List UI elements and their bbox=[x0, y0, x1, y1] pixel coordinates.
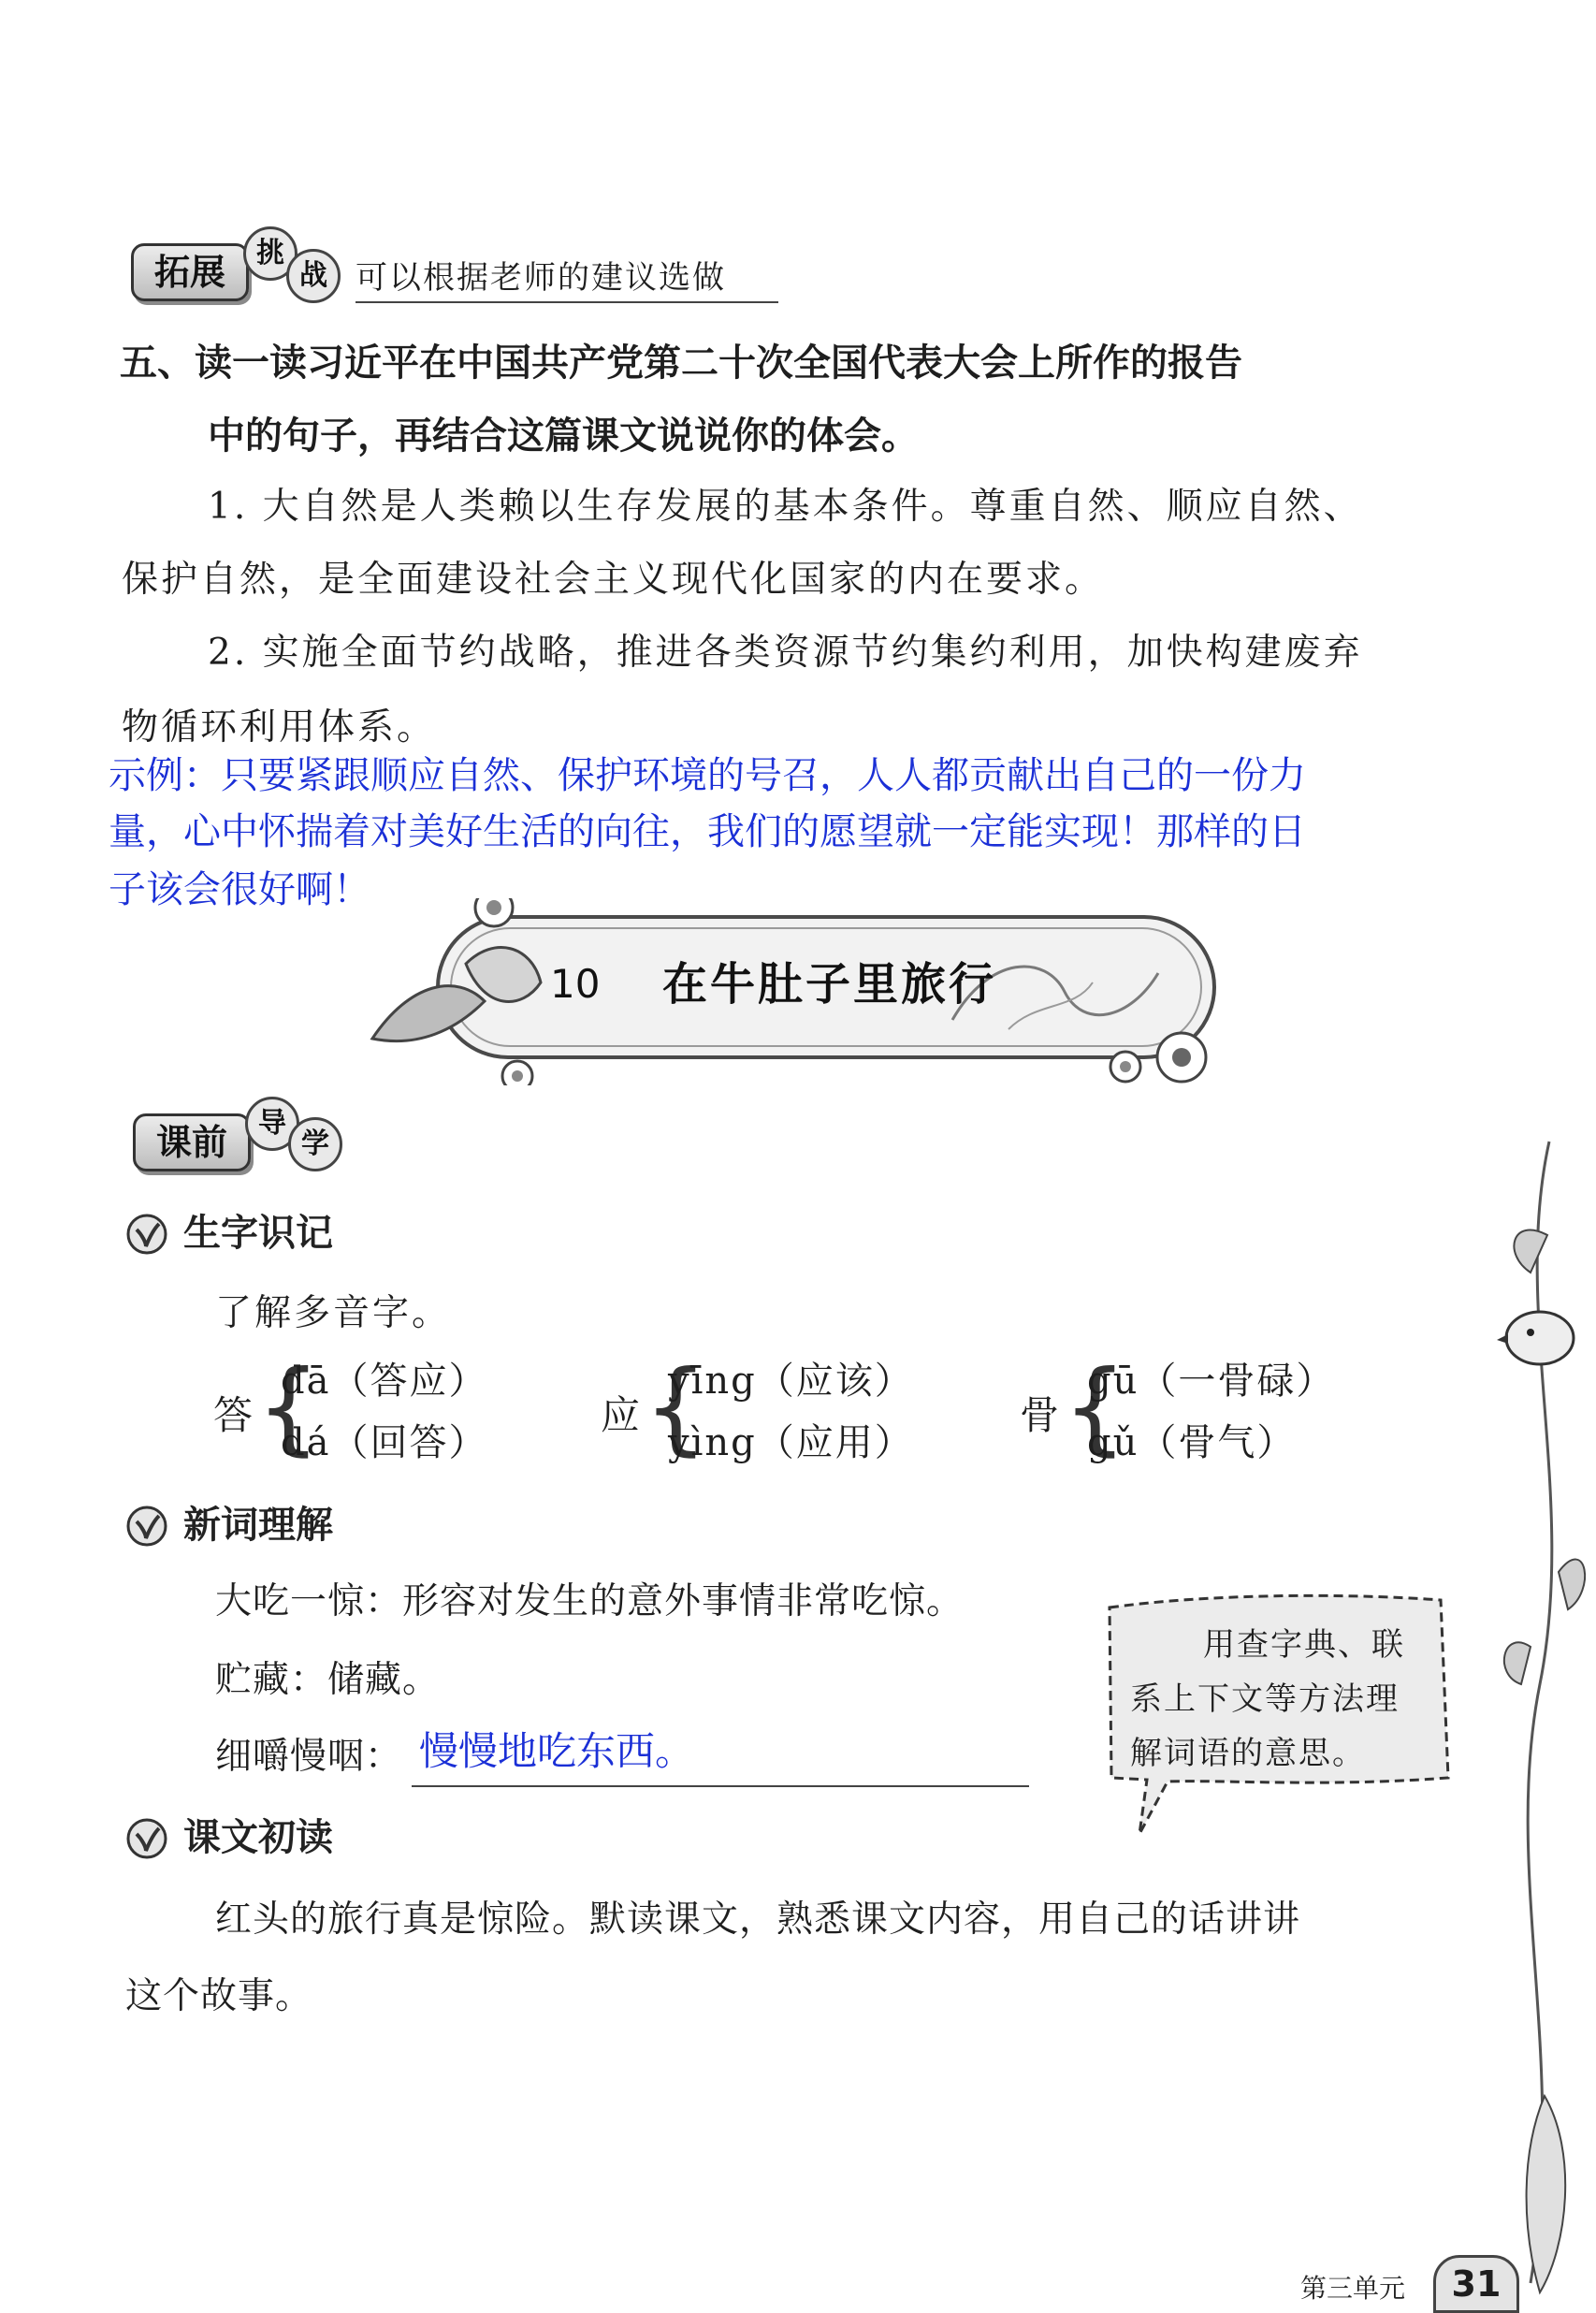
section-new-chars-heading: 生字识记 bbox=[183, 1212, 333, 1255]
polyphone-reading: dā（答应） bbox=[281, 1360, 488, 1403]
polyphone-reading: dá（回答） bbox=[281, 1421, 488, 1464]
preview-badge-bubble-2: 学 bbox=[288, 1117, 342, 1171]
extension-badge-bubble-1: 挑 bbox=[243, 226, 297, 281]
polyphone-reading: yìng（应用） bbox=[668, 1421, 914, 1464]
vocab-line2: 贮藏：储藏。 bbox=[215, 1659, 441, 1701]
vine-decoration bbox=[1493, 1123, 1596, 2302]
flower-top-left bbox=[475, 898, 513, 926]
reading-line1: 红头的旅行真是惊险。默读课文，熟悉课文内容，用自己的话讲讲 bbox=[215, 1898, 1301, 1941]
new-chars-instruction: 了解多音字。 bbox=[215, 1292, 452, 1334]
extension-hint bbox=[355, 255, 778, 303]
extension-badge bbox=[131, 234, 355, 299]
quote2-line2: 物循环利用体系。 bbox=[122, 706, 437, 749]
extension-badge-bubble-2: 战 bbox=[286, 249, 341, 303]
preview-badge-bubble-1: 导 bbox=[245, 1097, 299, 1151]
question-title-line2: 中的句子，再结合这篇课文说说你的体会。 bbox=[208, 415, 919, 458]
lesson-banner bbox=[354, 898, 1242, 1085]
vocab-answer-field bbox=[412, 1722, 1029, 1787]
vocab-answer-text: 慢慢地吃东西。 bbox=[419, 1728, 695, 1774]
answer-line2: 量，心中怀揣着对美好生活的向往，我们的愿望就一定能实现！那样的日 bbox=[109, 810, 1306, 853]
quote2-line1: 2. 实施全面节约战略，推进各类资源节约集约利用，加快构建废弃 bbox=[208, 632, 1363, 674]
brace-icon: { bbox=[644, 1349, 708, 1466]
leaf-bullet-icon bbox=[125, 1213, 168, 1256]
leaf-bullet-icon bbox=[125, 1505, 168, 1548]
polyphone-char: 应 bbox=[601, 1392, 641, 1438]
vocab-line3-label: 细嚼慢咽： bbox=[215, 1736, 403, 1778]
polyphone-char: 骨 bbox=[1020, 1392, 1060, 1438]
polyphone-group-ying bbox=[601, 1351, 937, 1473]
polyphone-char: 答 bbox=[213, 1392, 254, 1438]
quote1-line1: 1. 大自然是人类赖以生存发展的基本条件。尊重自然、顺应自然、 bbox=[208, 486, 1363, 528]
footer-page-number bbox=[1433, 2255, 1519, 2313]
question-title-line1: 五、读一读习近平在中国共产党第二十次全国代表大会上所作的报告 bbox=[120, 342, 1242, 385]
section-vocab-heading: 新词理解 bbox=[183, 1504, 333, 1547]
preview-badge-label: 课前 bbox=[133, 1113, 251, 1171]
quote1-line2: 保护自然，是全面建设社会主义现代化国家的内在要求。 bbox=[122, 559, 1105, 601]
footer-unit: 第三单元 bbox=[1300, 2273, 1406, 2304]
vocab-line1: 大吃一惊：形容对发生的意外事情非常吃惊。 bbox=[215, 1580, 965, 1622]
bird-icon bbox=[1497, 1312, 1574, 1364]
section-reading-heading: 课文初读 bbox=[183, 1816, 333, 1859]
polyphone-reading: yīng（应该） bbox=[668, 1360, 914, 1403]
brace-icon: { bbox=[256, 1349, 321, 1466]
tip-line3: 解词语的意思。 bbox=[1130, 1735, 1366, 1772]
leaf-bullet-icon bbox=[125, 1817, 168, 1860]
polyphone-reading: gū（一骨碌） bbox=[1087, 1360, 1336, 1403]
polyphone-group-da bbox=[213, 1351, 531, 1473]
tip-line2: 系上下文等方法理 bbox=[1130, 1680, 1400, 1718]
footer-page-number-text: 31 bbox=[1451, 2263, 1502, 2305]
polyphone-group-gu bbox=[1020, 1351, 1375, 1473]
polyphone-reading: gǔ（骨气） bbox=[1087, 1421, 1297, 1464]
lesson-number: 10 bbox=[550, 961, 601, 1007]
extension-hint-text: 可以根据老师的建议选做 bbox=[355, 259, 726, 297]
brace-icon: { bbox=[1063, 1349, 1127, 1466]
reading-line2: 这个故事。 bbox=[125, 1975, 313, 2017]
lesson-title: 在牛肚子里旅行 bbox=[662, 958, 997, 1011]
tip-line1: 用查字典、联 bbox=[1203, 1626, 1405, 1664]
answer-line3: 子该会很好啊！ bbox=[109, 868, 370, 911]
extension-badge-label: 拓展 bbox=[131, 243, 249, 301]
flower-bottom-left bbox=[502, 1061, 532, 1085]
tip-bubble bbox=[1093, 1581, 1456, 1843]
answer-line1: 示例：只要紧跟顺应自然、保护环境的号召，人人都贡献出自己的一份力 bbox=[109, 754, 1306, 797]
preview-badge bbox=[133, 1104, 357, 1170]
